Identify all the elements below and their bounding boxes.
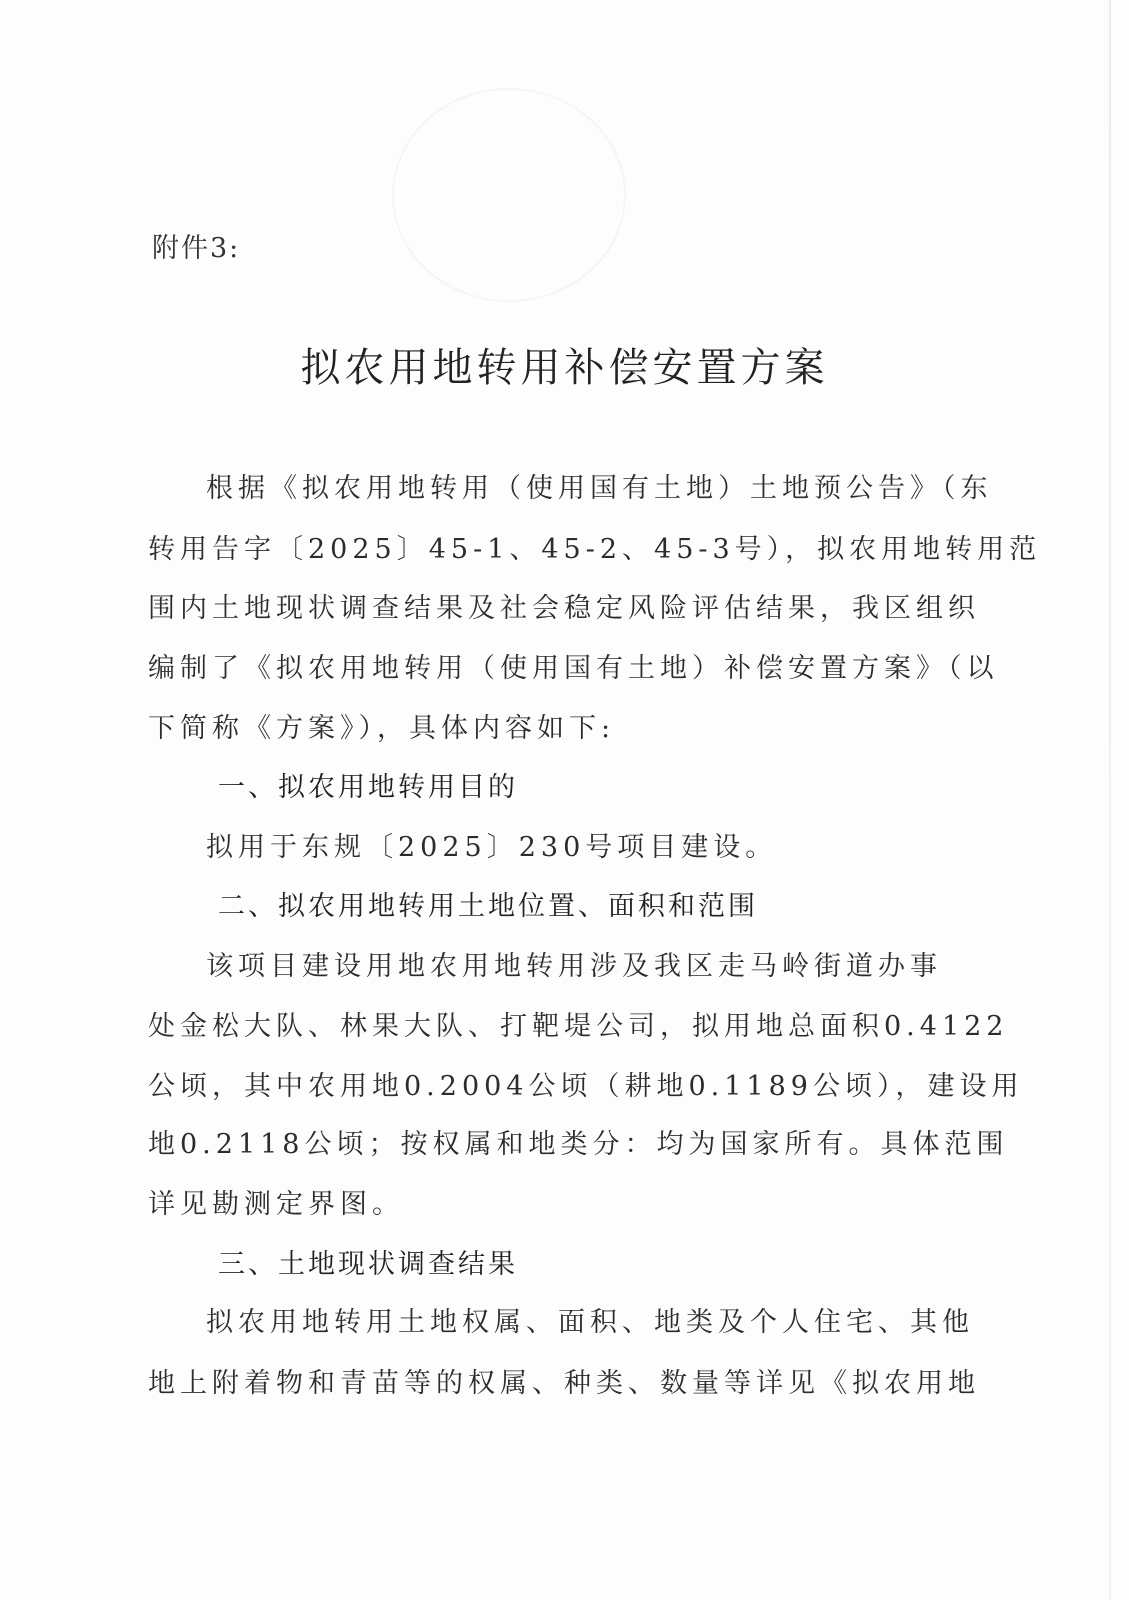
intro-line: 围内土地现状调查结果及社会稳定风险评估结果，我区组织 bbox=[148, 593, 980, 624]
section-1-heading: 一、拟农用地转用目的 bbox=[218, 772, 518, 803]
intro-line: 转用告字〔2025〕45-1、45-2、45-3号），拟农用地转用范 bbox=[148, 534, 1042, 565]
section-2-line: 该项目建设用地农用地转用涉及我区走马岭街道办事 bbox=[206, 951, 942, 982]
section-2-line: 地0.2118公顷；按权属和地类分：均为国家所有。具体范围 bbox=[148, 1129, 1009, 1160]
section-2-line: 处金松大队、林果大队、打靶堤公司，拟用地总面积0.4122 bbox=[148, 1011, 1009, 1042]
section-2-line: 公顷，其中农用地0.2004公顷（耕地0.1189公顷），建设用 bbox=[148, 1071, 1024, 1102]
section-3-line: 拟农用地转用土地权属、面积、地类及个人住宅、其他 bbox=[206, 1307, 974, 1338]
intro-line: 下简称《方案》），具体内容如下: bbox=[148, 713, 616, 744]
intro-line: 编制了《拟农用地转用（使用国有土地）补偿安置方案》（以 bbox=[148, 653, 999, 684]
attachment-label: 附件3: bbox=[152, 233, 241, 264]
section-3-line: 地上附着物和青苗等的权属、种类、数量等详见《拟农用地 bbox=[148, 1368, 980, 1399]
document-title: 拟农用地转用补偿安置方案 bbox=[300, 345, 829, 391]
section-1-line: 拟用于东规〔2025〕230号项目建设。 bbox=[206, 832, 778, 863]
section-2-line: 详见勘测定界图。 bbox=[148, 1189, 404, 1220]
scan-edge-line bbox=[1109, 0, 1111, 1600]
faint-seal-mark bbox=[392, 88, 626, 302]
section-3-heading: 三、土地现状调查结果 bbox=[218, 1249, 518, 1280]
section-2-heading: 二、拟农用地转用土地位置、面积和范围 bbox=[218, 891, 758, 922]
intro-line: 根据《拟农用地转用（使用国有土地）土地预公告》（东 bbox=[206, 473, 993, 504]
